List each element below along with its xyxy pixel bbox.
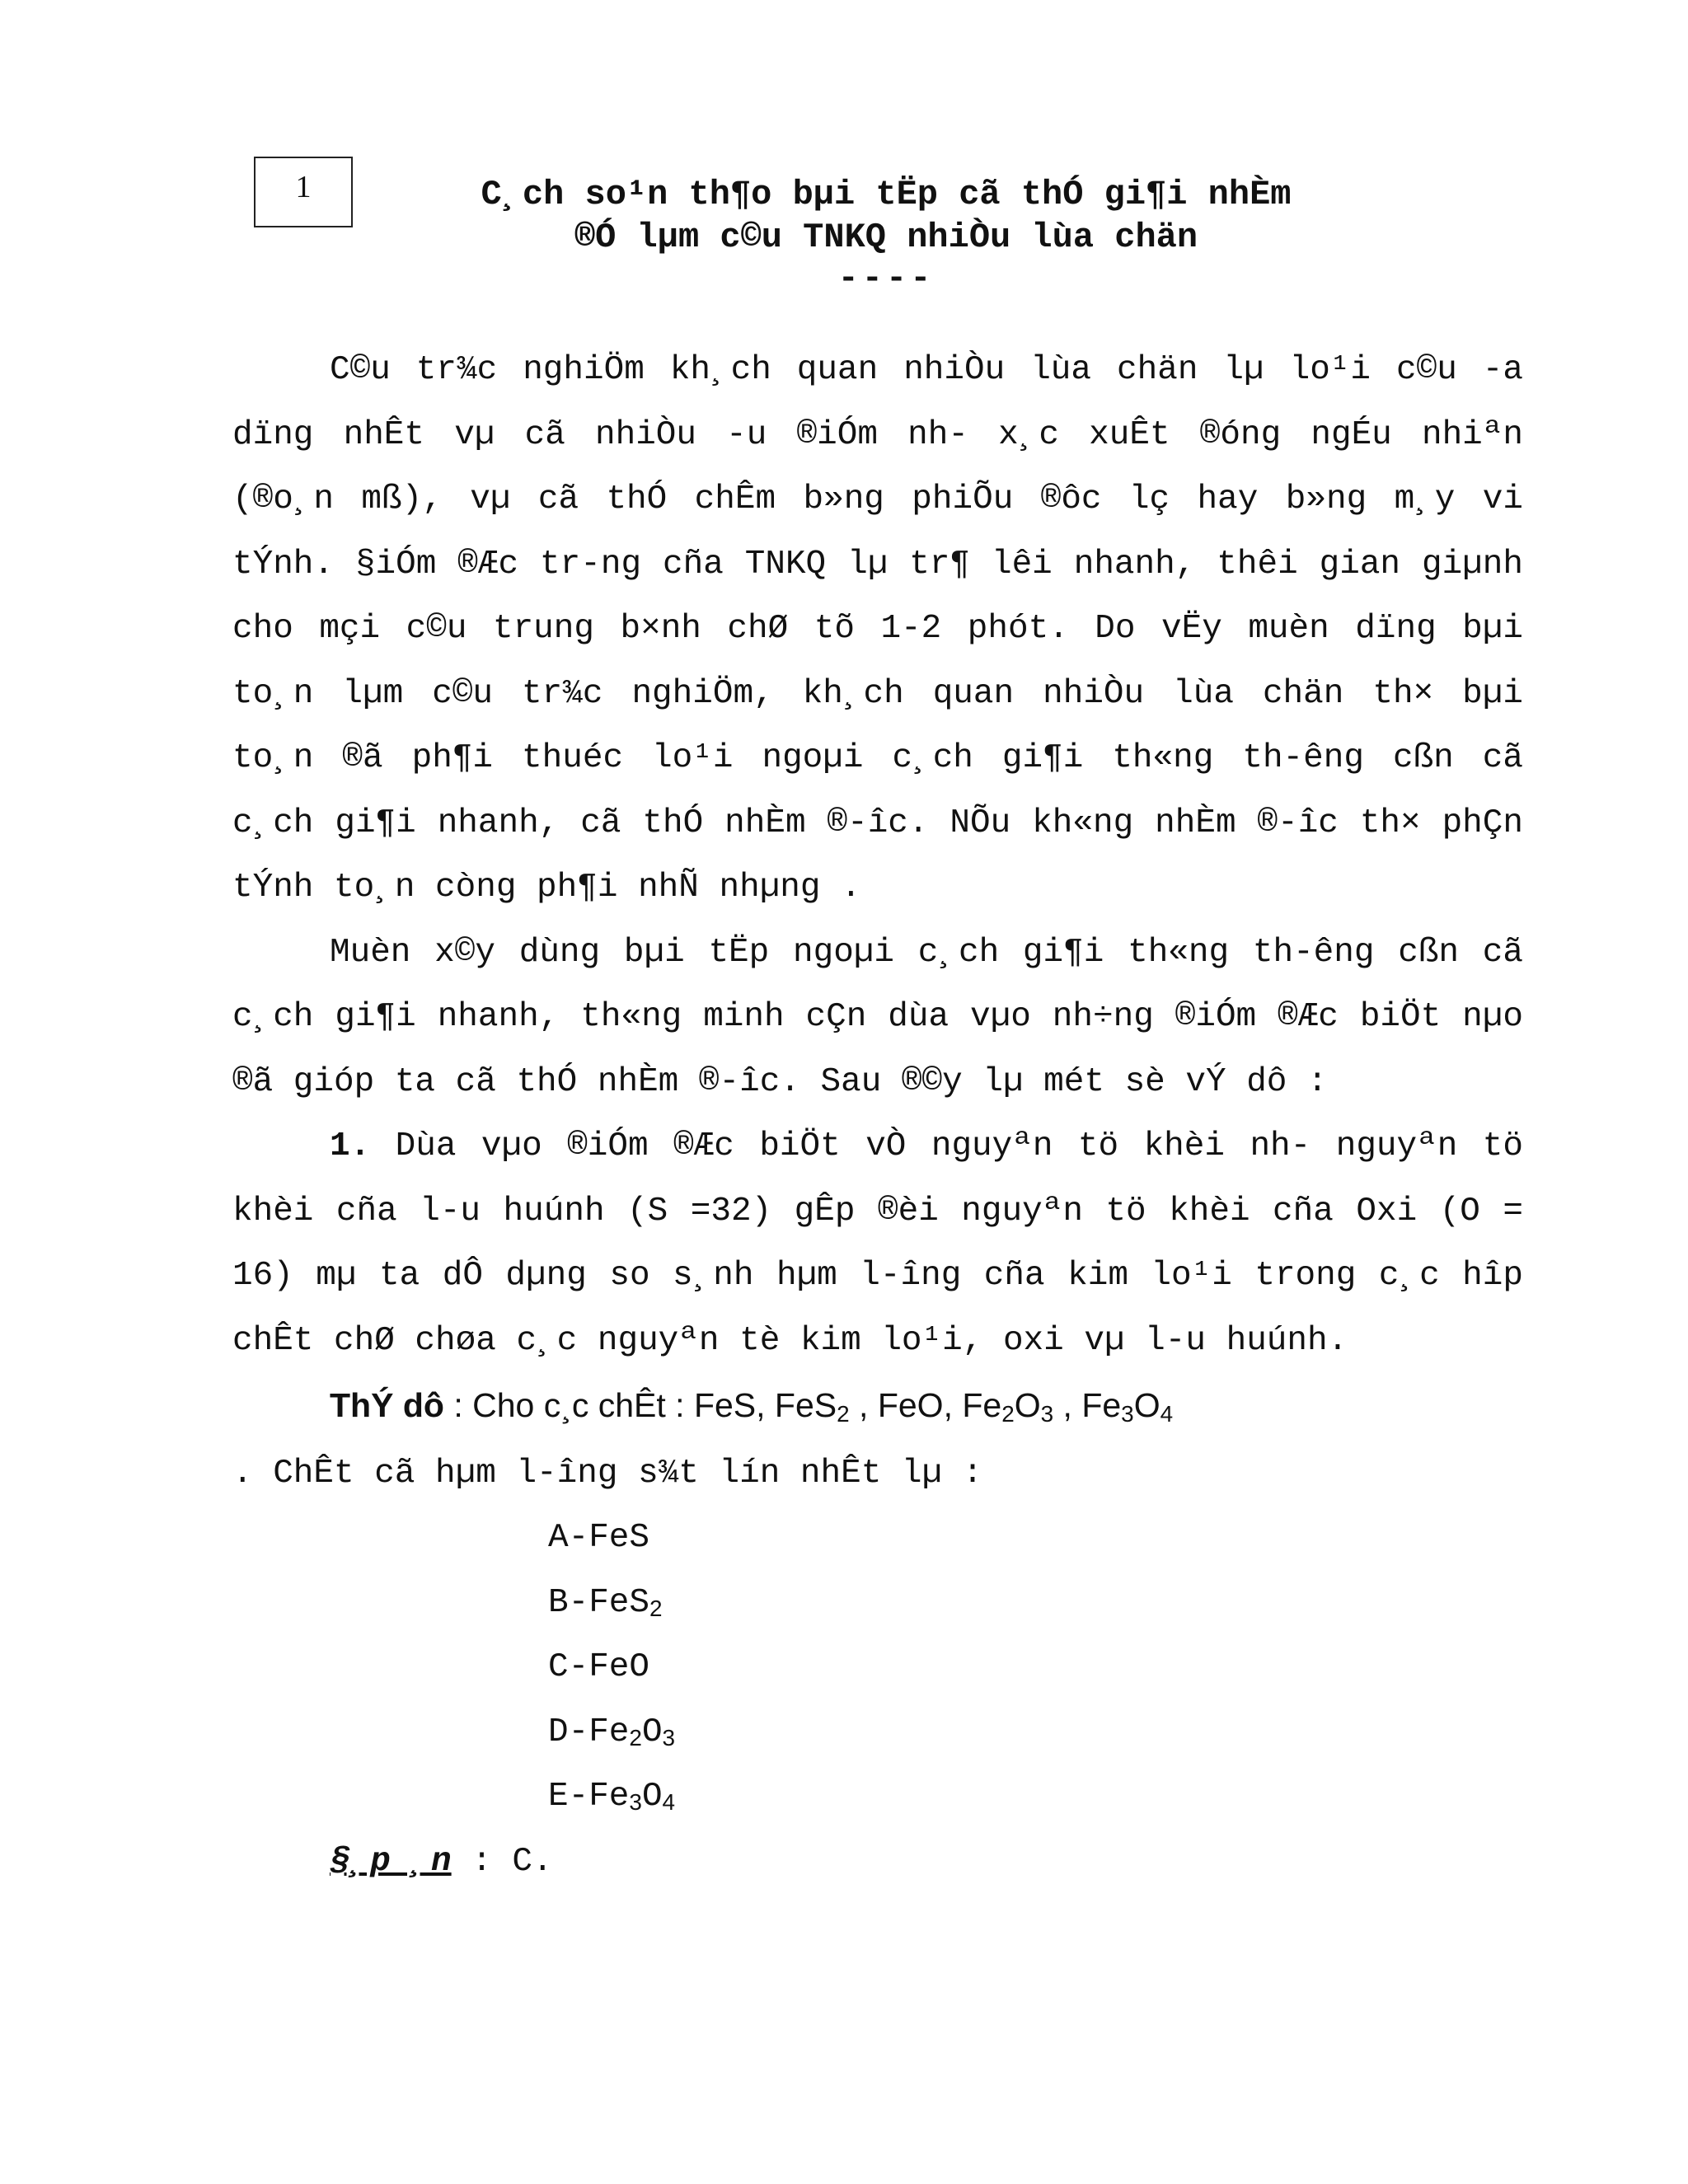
- option-e: [548, 1765, 1523, 1830]
- answer-label: §¸p ¸n: [330, 1842, 452, 1881]
- example-question: . ChÊt cã hµm l-îng s¾t lín nhÊt lµ :: [232, 1454, 983, 1493]
- document-body: [232, 338, 1523, 1894]
- subscript: 2: [629, 1724, 642, 1750]
- title-line-2: ®Ó lµm c©u TNKQ nhiÒu lùa chän: [574, 218, 1198, 257]
- option-d-text: O: [641, 1713, 663, 1751]
- example-label: ThÝ dô: [330, 1386, 444, 1424]
- option-e-text: O: [641, 1778, 663, 1816]
- subscript: 2: [1001, 1401, 1015, 1427]
- example-text: O: [1133, 1386, 1160, 1424]
- option-b-text: B-FeS: [548, 1583, 650, 1622]
- point-1-text: Dùa vµo ®iÓm ®Æc biÖt vÒ nguyªn tö khèi nh- nguyªn tö khèi cña l-u huúnh (S =32) gÊp ®èi nguyªn tö khèi cña Oxi (O = 16) mµ ta dÔ dµng so s¸nh hµm l-îng cña kim lo¹i trong c¸c hîp chÊt chØ chøa c¸c nguyªn tè kim lo¹i, oxi vµ l-u huúnh.: [232, 1127, 1523, 1360]
- answer-line: [232, 1830, 1523, 1895]
- subscript: 2: [649, 1595, 663, 1621]
- answer-options: [232, 1506, 1523, 1830]
- point-1: [232, 1114, 1523, 1373]
- subscript: 3: [629, 1789, 642, 1816]
- point-1-number: 1.: [330, 1127, 371, 1165]
- page-number-box: 1: [254, 157, 353, 227]
- subscript: 3: [1040, 1401, 1054, 1427]
- example-text: , Fe: [1053, 1386, 1122, 1424]
- paragraph-intro: C©u tr¾c nghiÖm kh¸ch quan nhiÒu lùa chän lµ lo¹i c©u -a dïng nhÊt vµ cã nhiÒu -u ®iÓm nh- x¸c xuÊt ®óng ngÉu nhiªn (®o¸n mß), vµ cã thÓ chÊm b»ng phiÕu ®ôc lç hay b»ng m¸y vi tÝnh. §iÓm ®Æc tr-ng cña TNKQ lµ tr¶ lêi nhanh, thêi gian giµnh cho mçi c©u trung b×nh chØ tõ 1-2 phót. Do vËy muèn dïng bµi to¸n lµm c©u tr¾c nghiÖm, kh¸ch quan nhiÒu lùa chän th× bµi to¸n ®ã ph¶i thuéc lo¹i ngoµi c¸ch gi¶i th«ng th-êng cßn cã c¸ch gi¶i nhanh, cã thÓ nhÈm ®-îc. NÕu kh«ng nhÈm ®-îc th× phÇn tÝnh to¸n còng ph¶i nhÑ nhµng .: [232, 351, 1523, 907]
- answer-value: : C.: [451, 1842, 553, 1881]
- title-separator: ----: [837, 259, 935, 298]
- subscript: 4: [662, 1789, 676, 1816]
- title-line-1: C¸ch so¹n th¶o bµi tËp cã thÓ gi¶i nhÈm: [481, 175, 1292, 214]
- subscript: 2: [837, 1401, 850, 1427]
- example-text: , FeO, Fe: [849, 1386, 1002, 1424]
- subscript: 3: [1121, 1401, 1134, 1427]
- option-b: [548, 1571, 1523, 1636]
- option-a: A-FeS: [548, 1519, 650, 1557]
- option-e-text: E-Fe: [548, 1778, 630, 1816]
- option-c: C-FeO: [548, 1648, 650, 1686]
- subscript: 3: [662, 1724, 676, 1750]
- example-intro: : Cho c¸c chÊt : FeS, FeS: [443, 1386, 837, 1424]
- paragraph-method: Muèn x©y dùng bµi tËp ngoµi c¸ch gi¶i th«ng th-êng cßn cã c¸ch gi¶i nhanh, th«ng minh cÇn dùa vµo nh÷ng ®iÓm ®Æc biÖt nµo ®ã gióp ta cã thÓ nhÈm ®-îc. Sau ®©y lµ mét sè vÝ dô :: [232, 933, 1523, 1101]
- example-text: O: [1014, 1386, 1041, 1424]
- subscript: 4: [1160, 1401, 1174, 1427]
- option-d-text: D-Fe: [548, 1713, 630, 1751]
- option-d: [548, 1700, 1523, 1765]
- example-line: [232, 1373, 1523, 1441]
